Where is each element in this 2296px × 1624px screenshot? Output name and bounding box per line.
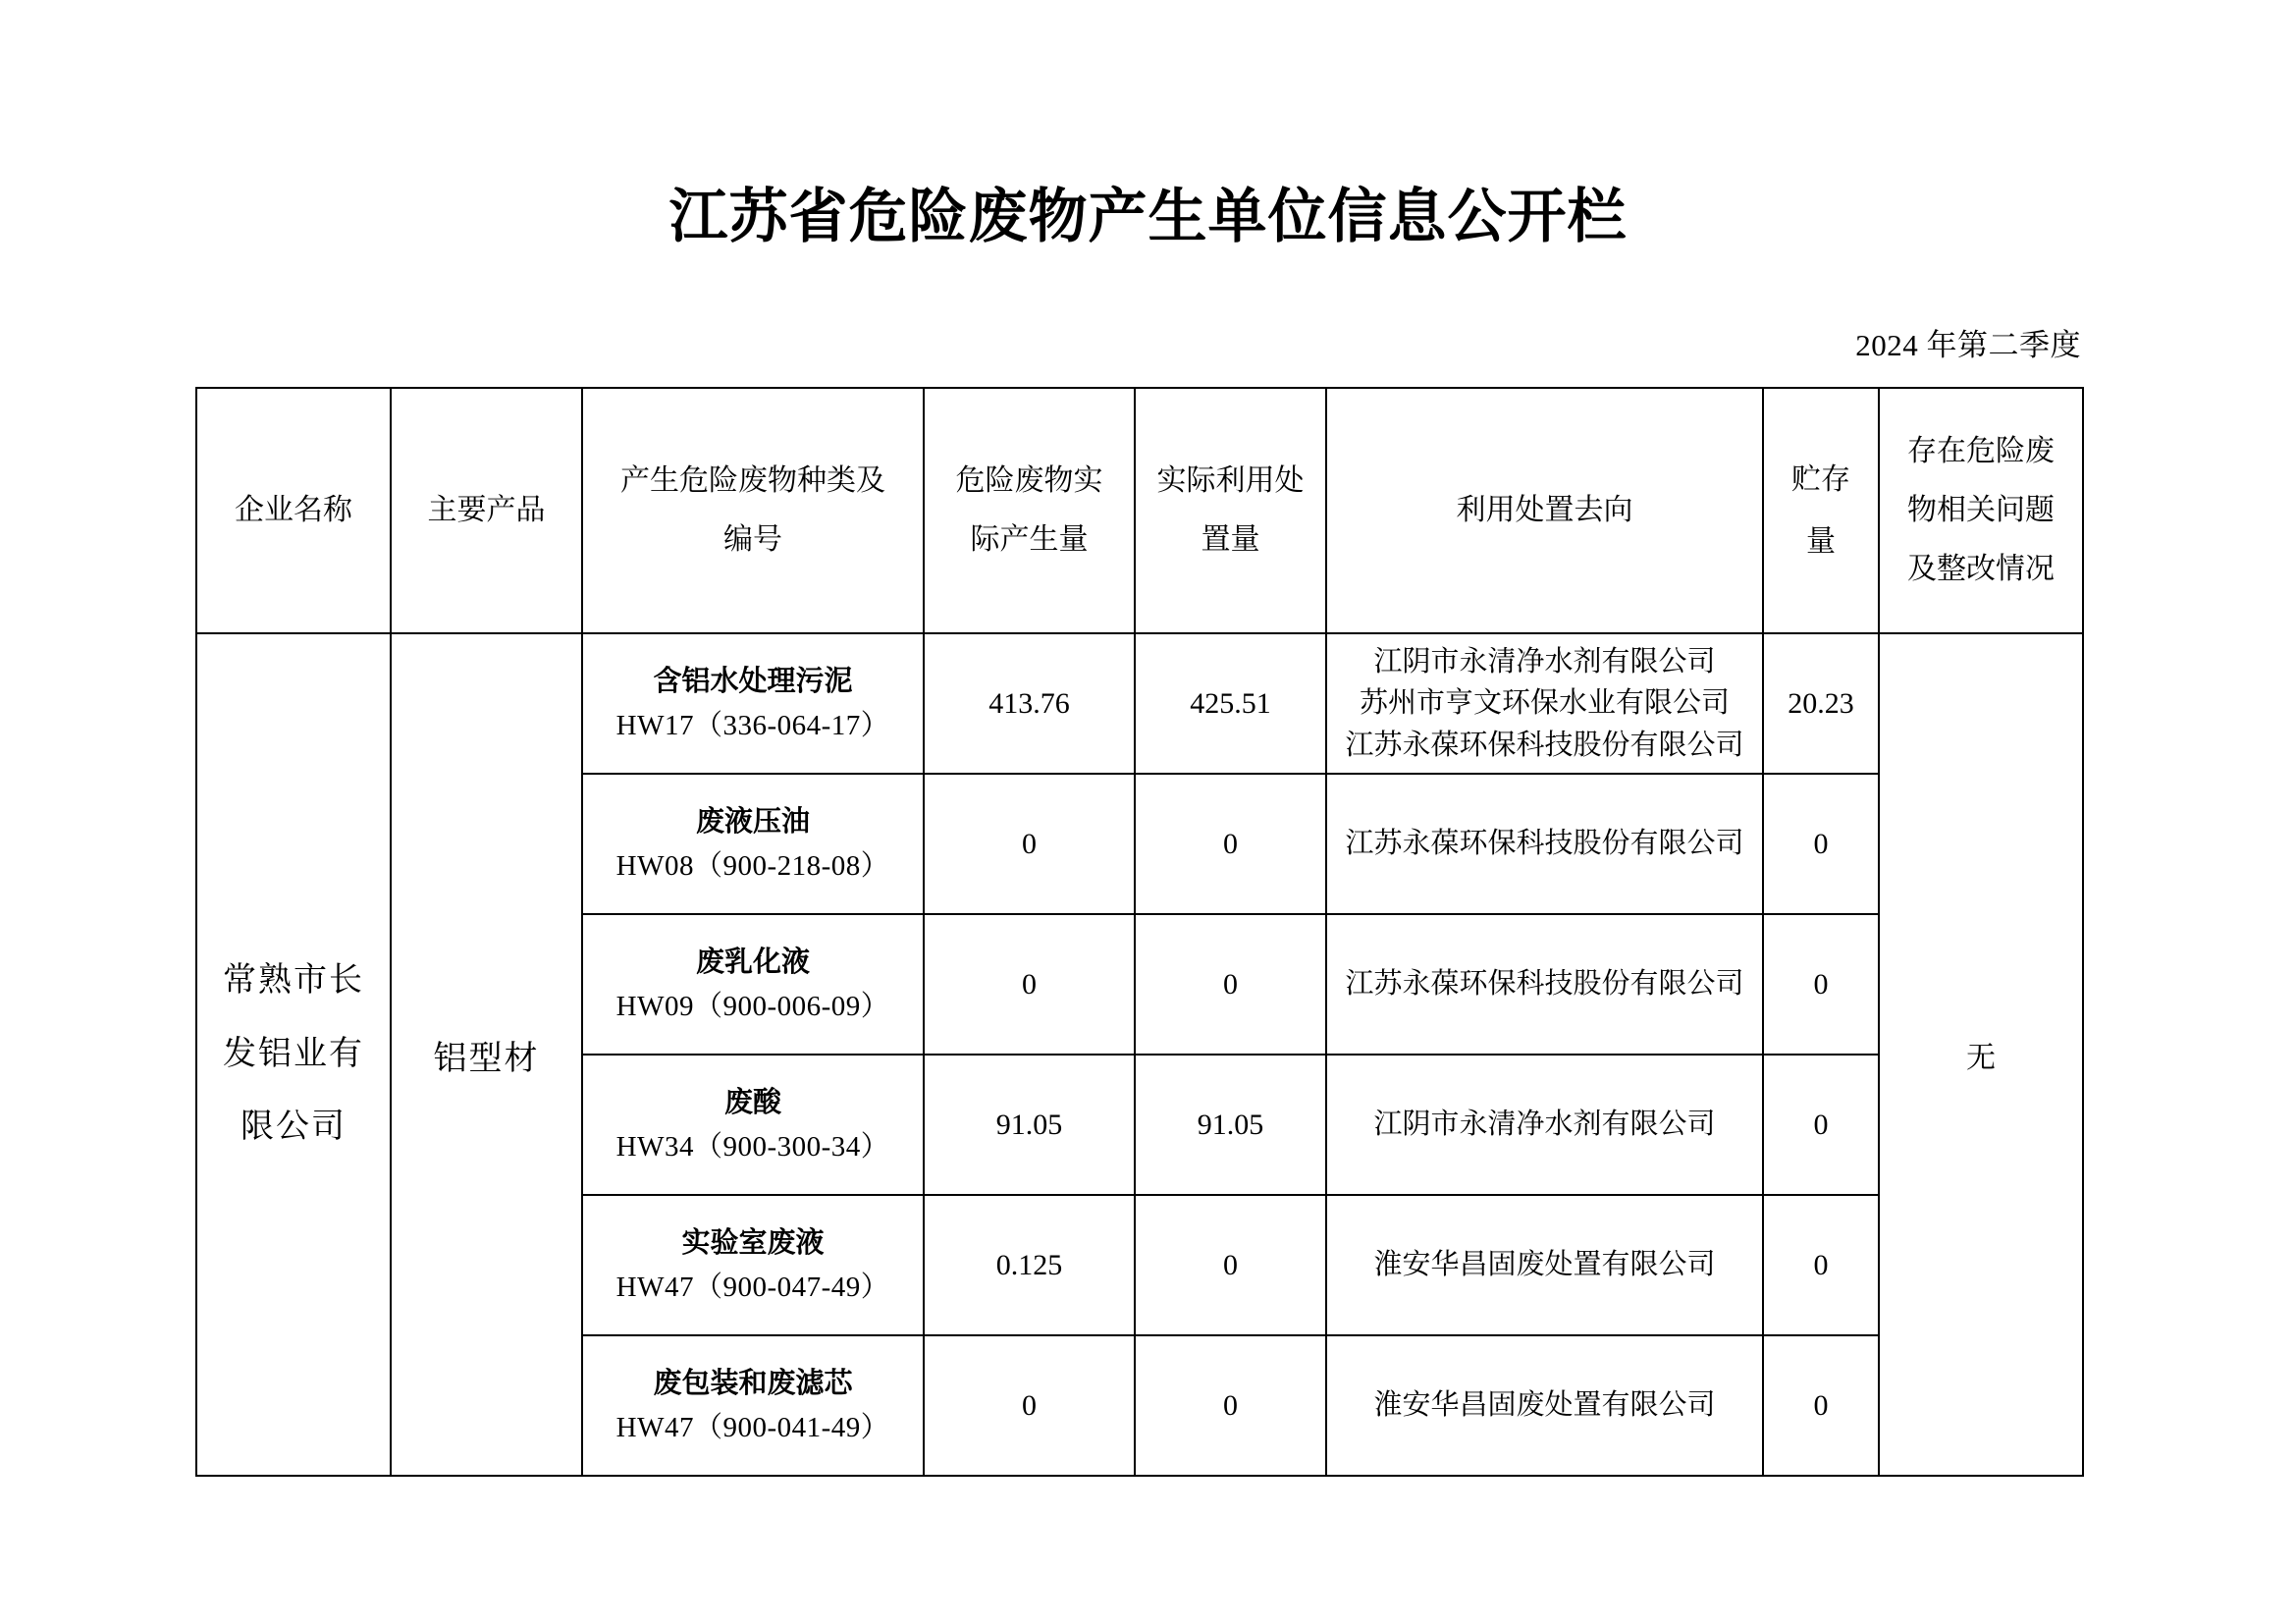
header-disposed-amount <box>1135 388 1326 633</box>
destination-line: 淮安华昌固废处置有限公司 <box>1373 1389 1716 1422</box>
cell-disposed-amount: 425.51 <box>1135 633 1326 774</box>
cell-waste-type <box>582 1335 924 1476</box>
header-issues-rectification-line3: 及整改情况 <box>1907 553 2055 585</box>
waste-code: HW47（900-047-49） <box>615 1271 890 1303</box>
cell-disposal-destination <box>1326 633 1763 774</box>
cell-waste-type <box>582 774 924 914</box>
header-issues-rectification-line2: 物相关问题 <box>1907 494 2055 526</box>
cell-main-product: 铝型材 <box>391 633 582 1476</box>
waste-name: 废液压油 <box>695 805 810 838</box>
header-storage-amount-line2: 量 <box>1806 525 1836 558</box>
header-generated-amount-line1: 危险废物实 <box>955 464 1103 497</box>
reporting-period: 2024 年第二季度 <box>1855 328 2081 362</box>
waste-name: 废酸 <box>723 1086 781 1118</box>
cell-storage-amount: 0 <box>1763 914 1879 1055</box>
company-name-line2: 发铝业有 <box>223 1035 364 1072</box>
cell-waste-type <box>582 633 924 774</box>
cell-disposed-amount: 0 <box>1135 774 1326 914</box>
header-waste-type-code-line1: 产生危险废物种类及 <box>620 464 885 497</box>
waste-name: 废包装和废滤芯 <box>653 1367 853 1399</box>
cell-disposed-amount: 0 <box>1135 1335 1326 1476</box>
cell-generated-amount: 0 <box>924 914 1135 1055</box>
cell-storage-amount: 0 <box>1763 1195 1879 1335</box>
header-disposed-amount-line2: 置量 <box>1201 523 1260 556</box>
cell-storage-amount: 0 <box>1763 774 1879 914</box>
destination-line: 江苏永葆环保科技股份有限公司 <box>1345 968 1744 1001</box>
cell-waste-type <box>582 1195 924 1335</box>
destination-line: 江苏永葆环保科技股份有限公司 <box>1345 828 1744 860</box>
header-company-name <box>196 388 391 633</box>
waste-code: HW08（900-218-08） <box>615 849 890 882</box>
cell-disposal-destination <box>1326 1335 1763 1476</box>
destination-line: 淮安华昌固废处置有限公司 <box>1373 1249 1716 1281</box>
cell-company-name <box>196 633 391 1476</box>
cell-disposed-amount: 91.05 <box>1135 1055 1326 1195</box>
header-disposal-destination <box>1326 388 1763 633</box>
cell-storage-amount: 20.23 <box>1763 633 1879 774</box>
header-waste-type-code-line2: 编号 <box>723 523 782 556</box>
header-issues-rectification-line1: 存在危险废 <box>1907 435 2055 467</box>
header-generated-amount-line2: 际产生量 <box>970 523 1089 556</box>
cell-disposal-destination <box>1326 774 1763 914</box>
cell-disposal-destination <box>1326 1055 1763 1195</box>
cell-generated-amount: 413.76 <box>924 633 1135 774</box>
cell-disposal-destination <box>1326 1195 1763 1335</box>
header-main-product <box>391 388 582 633</box>
page-title: 江苏省危险废物产生单位信息公开栏 <box>668 184 1628 249</box>
cell-generated-amount: 91.05 <box>924 1055 1135 1195</box>
cell-storage-amount: 0 <box>1763 1055 1879 1195</box>
header-disposal-destination-text: 利用处置去向 <box>1456 494 1633 526</box>
header-disposed-amount-line1: 实际利用处 <box>1156 464 1305 497</box>
cell-waste-type <box>582 1055 924 1195</box>
waste-name: 废乳化液 <box>695 946 810 978</box>
waste-code: HW34（900-300-34） <box>615 1130 890 1163</box>
company-name-line3: 限公司 <box>240 1109 347 1146</box>
cell-waste-type <box>582 914 924 1055</box>
header-storage-amount <box>1763 388 1879 633</box>
cell-disposed-amount: 0 <box>1135 1195 1326 1335</box>
destination-line: 江阴市永清净水剂有限公司 <box>1373 646 1716 678</box>
cell-disposal-destination <box>1326 914 1763 1055</box>
waste-name: 含铝水处理污泥 <box>653 665 853 697</box>
waste-code: HW17（336-064-17） <box>615 709 890 741</box>
destination-line: 苏州市亨文环保水业有限公司 <box>1359 687 1730 720</box>
cell-generated-amount: 0 <box>924 1335 1135 1476</box>
table-row <box>196 633 2083 774</box>
header-waste-type-code <box>582 388 924 633</box>
header-company-name-text: 企业名称 <box>235 494 352 526</box>
cell-generated-amount: 0.125 <box>924 1195 1135 1335</box>
cell-disposed-amount: 0 <box>1135 914 1326 1055</box>
cell-storage-amount: 0 <box>1763 1335 1879 1476</box>
waste-code: HW09（900-006-09） <box>615 990 890 1022</box>
header-storage-amount-line1: 贮存 <box>1791 463 1850 496</box>
header-main-product-text: 主要产品 <box>427 494 546 526</box>
waste-name: 实验室废液 <box>681 1226 825 1259</box>
header-issues-rectification <box>1879 388 2083 633</box>
hazardous-waste-table <box>195 387 2084 1477</box>
header-generated-amount <box>924 388 1135 633</box>
destination-line: 江苏永葆环保科技股份有限公司 <box>1345 729 1744 761</box>
cell-generated-amount: 0 <box>924 774 1135 914</box>
table-header-row <box>196 388 2083 633</box>
destination-line: 江阴市永清净水剂有限公司 <box>1373 1109 1716 1141</box>
waste-code: HW47（900-041-49） <box>615 1411 890 1443</box>
cell-issue-status: 无 <box>1879 633 2083 1476</box>
company-name-line1: 常熟市长 <box>223 961 364 999</box>
